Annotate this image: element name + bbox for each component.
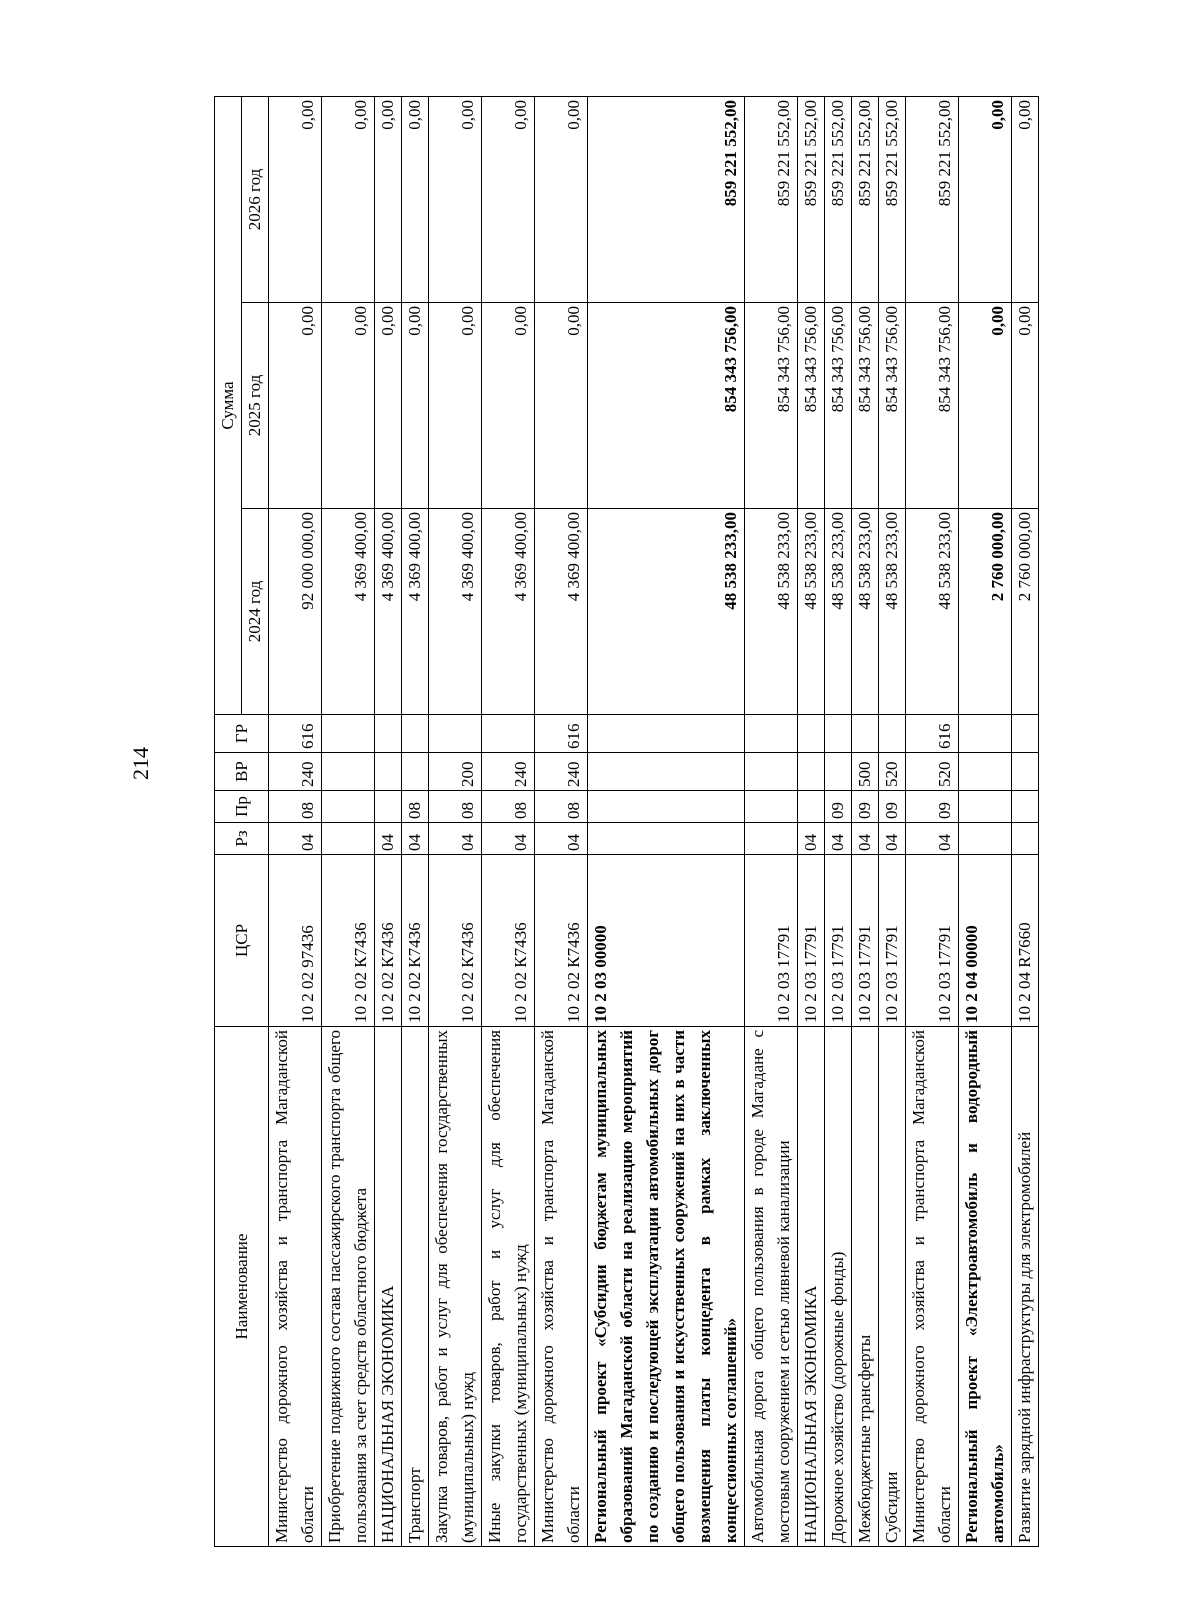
cell-2026: 859 221 552,00 <box>852 96 879 302</box>
cell-gr <box>375 715 402 753</box>
cell-2025: 0,00 <box>269 303 322 509</box>
cell-csr: 10 2 02 97436 <box>269 855 322 1027</box>
cell-name: Дорожное хозяйство (дорожные фонды) <box>825 1027 852 1547</box>
cell-csr: 10 2 04 00000 <box>959 855 1012 1027</box>
cell-csr: 10 2 03 17791 <box>825 855 852 1027</box>
cell-name: НАЦИОНАЛЬНАЯ ЭКОНОМИКА <box>375 1027 402 1547</box>
cell-pr <box>1012 791 1039 823</box>
cell-2025: 854 343 756,00 <box>745 303 798 509</box>
cell-2025: 0,00 <box>482 303 535 509</box>
cell-gr <box>959 715 1012 753</box>
cell-gr <box>1012 715 1039 753</box>
cell-rz: 04 <box>402 823 429 855</box>
header-sum: Сумма <box>215 96 242 714</box>
cell-pr <box>745 791 798 823</box>
cell-name: Автомобильная дорога общего пользования в городе Магадане с мостовым сооружением и сетью ливневой канализации <box>745 1027 798 1547</box>
table-row <box>825 96 852 1546</box>
header-gr: ГР <box>215 715 269 753</box>
cell-2025: 854 343 756,00 <box>879 303 906 509</box>
cell-2025: 854 343 756,00 <box>798 303 825 509</box>
cell-pr: 09 <box>879 791 906 823</box>
cell-pr <box>375 791 402 823</box>
cell-gr <box>588 715 745 753</box>
cell-2026: 0,00 <box>535 96 588 302</box>
cell-rz: 04 <box>269 823 322 855</box>
header-2026: 2026 год <box>242 96 269 302</box>
header-row <box>215 96 242 1546</box>
table-row <box>879 96 906 1546</box>
cell-pr <box>959 791 1012 823</box>
cell-name: Министерство дорожного хозяйства и транспорта Магаданской области <box>906 1027 959 1547</box>
cell-gr <box>429 715 482 753</box>
cell-name: Межбюджетные трансферты <box>852 1027 879 1547</box>
cell-2026: 0,00 <box>959 96 1012 302</box>
table-row <box>852 96 879 1546</box>
header-2025: 2025 год <box>242 303 269 509</box>
table-row <box>1012 96 1039 1546</box>
cell-csr: 10 2 02 К7436 <box>535 855 588 1027</box>
table-row <box>798 96 825 1546</box>
cell-2026: 859 221 552,00 <box>906 96 959 302</box>
cell-name: НАЦИОНАЛЬНАЯ ЭКОНОМИКА <box>798 1027 825 1547</box>
header-csr: ЦСР <box>215 855 269 1027</box>
cell-pr: 09 <box>852 791 879 823</box>
cell-pr: 08 <box>429 791 482 823</box>
cell-gr <box>798 715 825 753</box>
header-rz: Рз <box>215 823 269 855</box>
cell-rz <box>322 823 375 855</box>
cell-2024: 92 000 000,00 <box>269 509 322 715</box>
cell-pr: 08 <box>402 791 429 823</box>
cell-rz <box>1012 823 1039 855</box>
budget-table <box>214 96 1039 1547</box>
cell-csr: 10 2 02 К7436 <box>375 855 402 1027</box>
cell-2026: 0,00 <box>1012 96 1039 302</box>
cell-vr <box>825 753 852 791</box>
cell-pr: 08 <box>482 791 535 823</box>
cell-gr <box>825 715 852 753</box>
cell-csr: 10 2 02 К7436 <box>482 855 535 1027</box>
cell-2026: 0,00 <box>402 96 429 302</box>
cell-name: Региональный проект «Электроавтомобиль и водородный автомобиль» <box>959 1027 1012 1547</box>
header-pr: Пр <box>215 791 269 823</box>
cell-vr: 520 <box>906 753 959 791</box>
cell-vr: 200 <box>429 753 482 791</box>
cell-vr <box>798 753 825 791</box>
cell-rz: 04 <box>535 823 588 855</box>
cell-pr <box>588 791 745 823</box>
cell-name: Транспорт <box>402 1027 429 1547</box>
cell-2025: 854 343 756,00 <box>588 303 745 509</box>
cell-name: Приобретение подвижного состава пассажирского транспорта общего пользования за счет средств областного бюджета <box>322 1027 375 1547</box>
cell-2025: 0,00 <box>429 303 482 509</box>
table-row <box>959 96 1012 1546</box>
cell-2024: 48 538 233,00 <box>798 509 825 715</box>
cell-2024: 48 538 233,00 <box>879 509 906 715</box>
cell-rz <box>959 823 1012 855</box>
table-row <box>429 96 482 1546</box>
cell-2024: 48 538 233,00 <box>588 509 745 715</box>
cell-2024: 4 369 400,00 <box>375 509 402 715</box>
cell-pr <box>798 791 825 823</box>
cell-2026: 0,00 <box>429 96 482 302</box>
cell-rz: 04 <box>906 823 959 855</box>
cell-csr: 10 2 03 17791 <box>745 855 798 1027</box>
cell-rz: 04 <box>798 823 825 855</box>
cell-pr: 08 <box>269 791 322 823</box>
cell-vr: 240 <box>269 753 322 791</box>
cell-gr <box>879 715 906 753</box>
cell-gr <box>482 715 535 753</box>
page-number: 214 <box>128 747 153 780</box>
cell-pr: 09 <box>825 791 852 823</box>
cell-2026: 859 221 552,00 <box>879 96 906 302</box>
cell-pr <box>322 791 375 823</box>
cell-2024: 4 369 400,00 <box>402 509 429 715</box>
table-row <box>402 96 429 1546</box>
cell-2025: 854 343 756,00 <box>825 303 852 509</box>
cell-2025: 0,00 <box>375 303 402 509</box>
cell-vr <box>402 753 429 791</box>
cell-gr <box>852 715 879 753</box>
cell-vr: 520 <box>879 753 906 791</box>
cell-2026: 859 221 552,00 <box>745 96 798 302</box>
cell-vr <box>1012 753 1039 791</box>
cell-pr: 09 <box>906 791 959 823</box>
cell-gr <box>322 715 375 753</box>
cell-csr: 10 2 03 17791 <box>879 855 906 1027</box>
cell-name: Закупка товаров, работ и услуг для обеспечения государственных (муниципальных) нужд <box>429 1027 482 1547</box>
table-row <box>745 96 798 1546</box>
cell-2025: 0,00 <box>535 303 588 509</box>
cell-2024: 4 369 400,00 <box>535 509 588 715</box>
cell-rz: 04 <box>482 823 535 855</box>
cell-2025: 854 343 756,00 <box>852 303 879 509</box>
cell-2026: 0,00 <box>269 96 322 302</box>
cell-vr: 500 <box>852 753 879 791</box>
cell-2024: 2 760 000,00 <box>959 509 1012 715</box>
cell-vr <box>588 753 745 791</box>
cell-2024: 48 538 233,00 <box>852 509 879 715</box>
table-row <box>588 96 745 1546</box>
cell-2025: 0,00 <box>1012 303 1039 509</box>
cell-csr: 10 2 02 К7436 <box>322 855 375 1027</box>
cell-2025: 0,00 <box>959 303 1012 509</box>
cell-rz: 04 <box>825 823 852 855</box>
cell-2024: 48 538 233,00 <box>825 509 852 715</box>
cell-csr: 10 2 03 17791 <box>906 855 959 1027</box>
cell-vr <box>322 753 375 791</box>
cell-name: Иные закупки товаров, работ и услуг для обеспечения государственных (муниципальных) нужд <box>482 1027 535 1547</box>
cell-name: Министерство дорожного хозяйства и транспорта Магаданской области <box>535 1027 588 1547</box>
header-name: Наименование <box>215 1027 269 1547</box>
cell-gr: 616 <box>269 715 322 753</box>
cell-rz: 04 <box>375 823 402 855</box>
cell-2025: 854 343 756,00 <box>906 303 959 509</box>
cell-vr <box>959 753 1012 791</box>
cell-csr: 10 2 03 17791 <box>798 855 825 1027</box>
cell-name: Развитие зарядной инфраструктуры для электромобилей <box>1012 1027 1039 1547</box>
cell-csr: 10 2 03 17791 <box>852 855 879 1027</box>
cell-rz: 04 <box>429 823 482 855</box>
cell-pr: 08 <box>535 791 588 823</box>
cell-name: Министерство дорожного хозяйства и транспорта Магаданской области <box>269 1027 322 1547</box>
cell-vr <box>745 753 798 791</box>
header-2024: 2024 год <box>242 509 269 715</box>
cell-gr: 616 <box>906 715 959 753</box>
table-row <box>269 96 322 1546</box>
cell-2026: 0,00 <box>375 96 402 302</box>
cell-2024: 48 538 233,00 <box>906 509 959 715</box>
cell-rz <box>745 823 798 855</box>
cell-name: Субсидии <box>879 1027 906 1547</box>
table-row <box>375 96 402 1546</box>
cell-2026: 859 221 552,00 <box>798 96 825 302</box>
cell-vr: 240 <box>482 753 535 791</box>
cell-gr <box>745 715 798 753</box>
cell-2024: 4 369 400,00 <box>482 509 535 715</box>
cell-csr: 10 2 04 R7660 <box>1012 855 1039 1027</box>
cell-csr: 10 2 02 К7436 <box>402 855 429 1027</box>
table-row <box>482 96 535 1546</box>
cell-2025: 0,00 <box>322 303 375 509</box>
cell-vr <box>375 753 402 791</box>
budget-table-container <box>214 97 1116 1547</box>
cell-2024: 48 538 233,00 <box>745 509 798 715</box>
cell-gr: 616 <box>535 715 588 753</box>
cell-rz: 04 <box>879 823 906 855</box>
cell-csr: 10 2 02 К7436 <box>429 855 482 1027</box>
table-body <box>269 96 1039 1546</box>
cell-rz <box>588 823 745 855</box>
header-vr: ВР <box>215 753 269 791</box>
table-row <box>535 96 588 1546</box>
cell-2024: 4 369 400,00 <box>429 509 482 715</box>
cell-2026: 0,00 <box>322 96 375 302</box>
cell-2026: 859 221 552,00 <box>825 96 852 302</box>
cell-2024: 4 369 400,00 <box>322 509 375 715</box>
cell-name: Региональный проект «Субсидии бюджетам муниципальных образований Магаданской области на реализацию мероприятий по созданию и последующей эксплуатации автомобильных дорог общего пользования и искусственных сооружений на них в части возмещения платы концедента в рамках заключенных концессионных соглашений» <box>588 1027 745 1547</box>
cell-rz: 04 <box>852 823 879 855</box>
cell-vr: 240 <box>535 753 588 791</box>
cell-2026: 859 221 552,00 <box>588 96 745 302</box>
cell-csr: 10 2 03 00000 <box>588 855 745 1027</box>
cell-2024: 2 760 000,00 <box>1012 509 1039 715</box>
cell-gr <box>402 715 429 753</box>
cell-2025: 0,00 <box>402 303 429 509</box>
table-row <box>322 96 375 1546</box>
table-row <box>906 96 959 1546</box>
cell-2026: 0,00 <box>482 96 535 302</box>
